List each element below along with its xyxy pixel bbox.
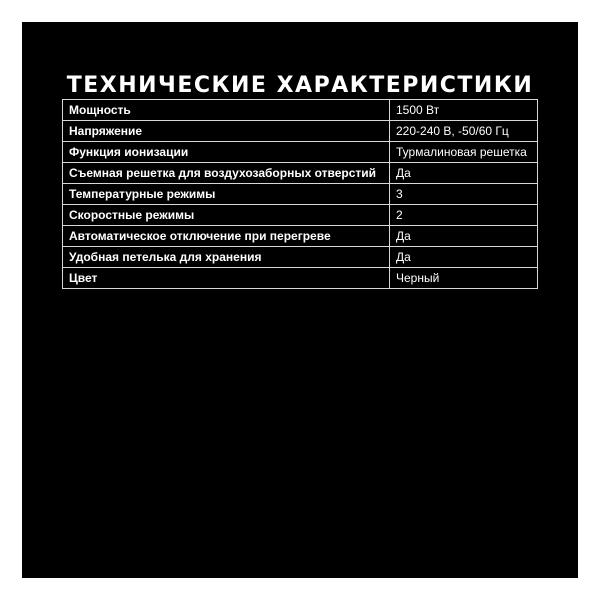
table-row [63,121,538,142]
spec-parameter: Съемная решетка для воздухозаборных отверстий [63,163,390,184]
spec-value: Турмалиновая решетка [390,142,538,163]
table-row [63,184,538,205]
spec-panel [22,22,578,578]
spec-parameter: Скоростные режимы [63,205,390,226]
spec-parameter: Автоматическое отключение при перегреве [63,226,390,247]
table-row [63,142,538,163]
spec-value: 1500 Вт [390,100,538,121]
spec-parameter: Мощность [63,100,390,121]
table-row [63,100,538,121]
spec-value: 220-240 В, -50/60 Гц [390,121,538,142]
spec-value: 3 [390,184,538,205]
spec-parameter: Напряжение [63,121,390,142]
table-row [63,268,538,289]
spec-parameter: Цвет [63,268,390,289]
spec-value: 2 [390,205,538,226]
table-row [63,247,538,268]
spec-value: Да [390,247,538,268]
spec-value: Черный [390,268,538,289]
spec-parameter: Температурные режимы [63,184,390,205]
table-row [63,226,538,247]
spec-value: Да [390,226,538,247]
table-row [63,163,538,184]
table-row [63,205,538,226]
spec-value: Да [390,163,538,184]
spec-table [62,99,538,289]
spec-parameter: Функция ионизации [63,142,390,163]
page-title: ТЕХНИЧЕСКИЕ ХАРАКТЕРИСТИКИ [66,73,534,98]
spec-parameter: Удобная петелька для хранения [63,247,390,268]
